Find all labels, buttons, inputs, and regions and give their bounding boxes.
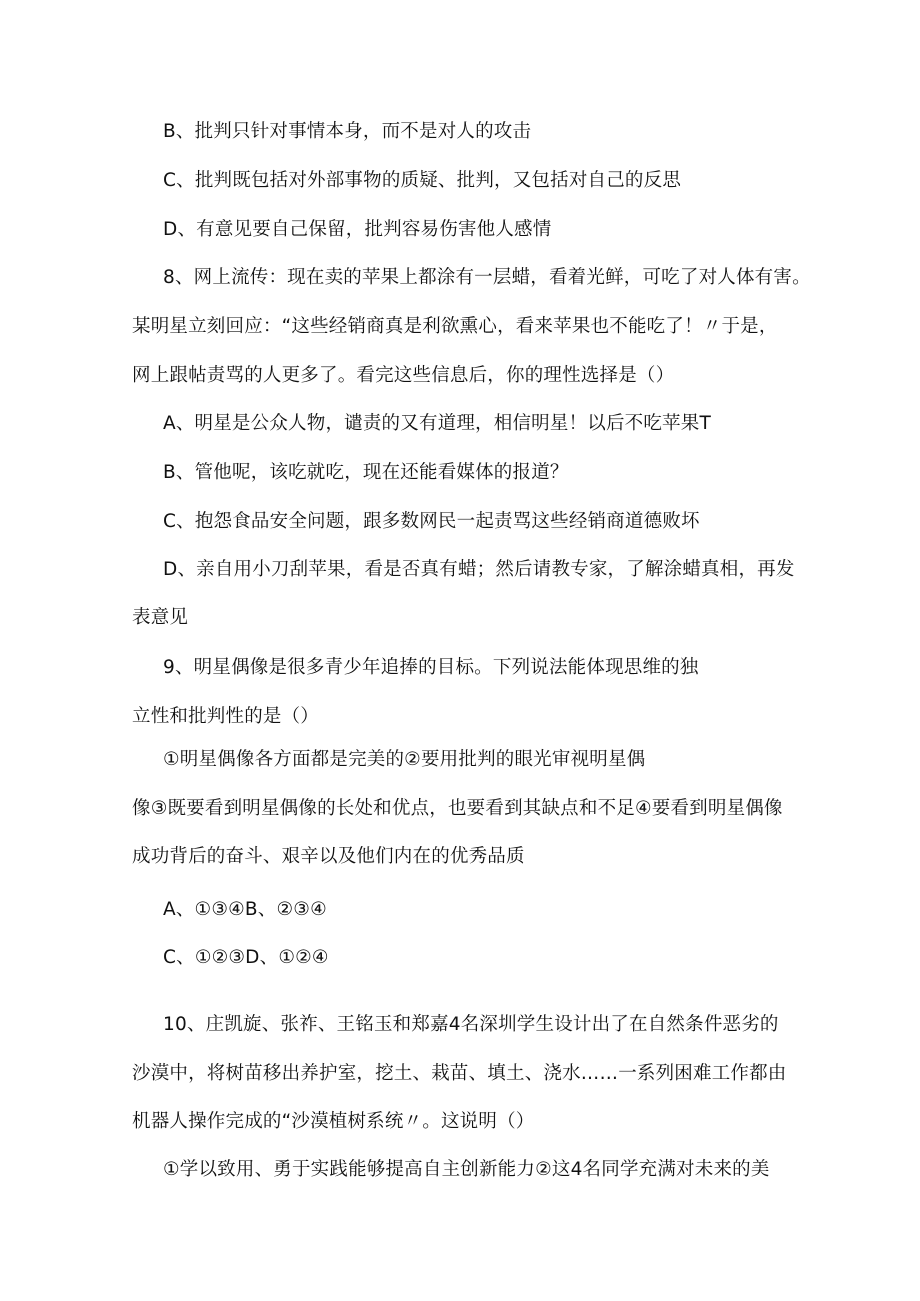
- statements-9-line-1: ①明星偶像各方面都是完美的②要用批判的眼光审视明星偶: [163, 749, 646, 770]
- question-10-line-3: 机器人操作完成的“沙漠植树系统〃。这说明（）: [132, 1111, 535, 1132]
- question-9-line-1: 9、明星偶像是很多青少年追捧的目标。下列说法能体现思维的独: [163, 657, 699, 678]
- question-9-line-2: 立性和批判性的是（）: [132, 706, 320, 727]
- option-8b: B、管他呢，该吃就吃，现在还能看媒体的报道？: [163, 462, 569, 483]
- question-10-line-1: 10、庄凯旋、张祚、王铭玉和郑嘉4名深圳学生设计出了在自然条件恶劣的: [163, 1014, 779, 1035]
- statements-10-line-1: ①学以致用、勇于实践能够提高自主创新能力②这4名同学充满对未来的美: [163, 1159, 770, 1180]
- option-8c: C、抱怨食品安全问题，跟多数网民一起责骂这些经销商道德败坏: [163, 511, 700, 532]
- question-8-line-1: 8、网上流传：现在卖的苹果上都涂有一层蜡，看着光鲜，可吃了对人体有害。: [163, 267, 811, 288]
- options-9-cd: C、①②③D、①②④: [163, 947, 329, 968]
- options-9-ab: A、①③④B、②③④: [163, 899, 327, 920]
- question-8-line-2: 某明星立刻回应：“这些经销商真是利欲熏心，看来苹果也不能吃了！〃于是，: [132, 316, 778, 337]
- option-7c: C、批判既包括对外部事物的质疑、批判，又包括对自己的反思: [163, 170, 682, 191]
- statements-9-line-2: 像③既要看到明星偶像的长处和优点，也要看到其缺点和不足④要看到明星偶像: [132, 798, 783, 819]
- question-10-line-2: 沙漠中，将树苗移出养护室，挖土、栽苗、填土、浇水……一系列困难工作都由: [132, 1063, 787, 1084]
- option-8d-line-1: D、亲自用小刀刮苹果，看是否真有蜡；然后请教专家，了解涂蜡真相，再发: [163, 559, 795, 580]
- question-8-line-3: 网上跟帖责骂的人更多了。看完这些信息后，你的理性选择是（）: [132, 365, 675, 386]
- option-8d-line-2: 表意见: [132, 607, 189, 628]
- option-8a: A、明星是公众人物，谴责的又有道理，相信明星！以后不吃苹果T: [163, 413, 711, 434]
- option-7d: D、有意见要自己保留，批判容易伤害他人感情: [163, 219, 552, 240]
- statements-9-line-3: 成功背后的奋斗、艰辛以及他们内在的优秀品质: [132, 846, 525, 867]
- option-7b: B、批判只针对事情本身，而不是对人的攻击: [163, 121, 532, 142]
